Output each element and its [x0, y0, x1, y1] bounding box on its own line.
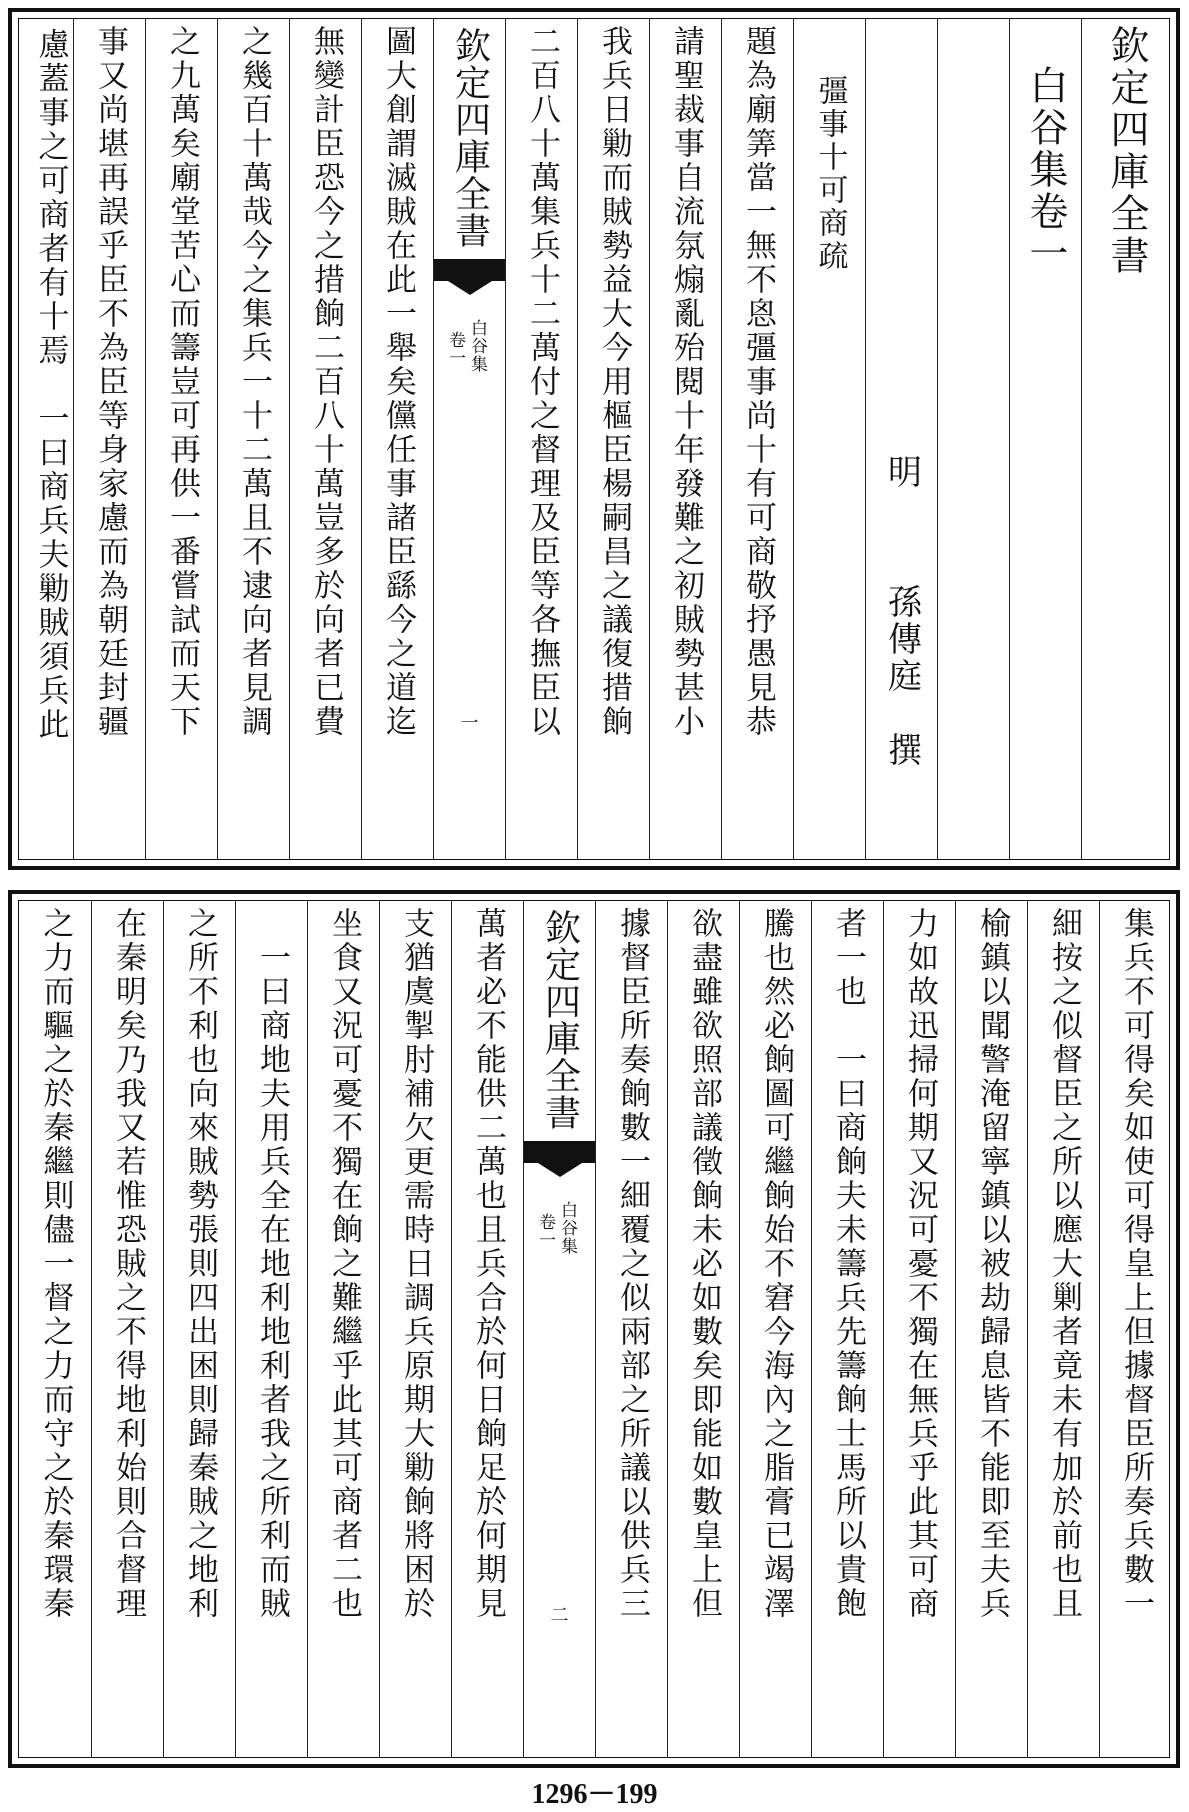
text-column — [145, 19, 217, 859]
text-line: 之力而驅之於秦繼則儘一督之力而守之於秦環秦 — [37, 907, 74, 1621]
text-column — [595, 901, 667, 1757]
text-column — [649, 19, 721, 859]
fishtail-mark — [524, 1141, 595, 1163]
text-column — [883, 901, 955, 1757]
text-column — [235, 901, 307, 1757]
text-column — [451, 901, 523, 1757]
page-footer-number: 1296－199 — [531, 1779, 658, 1810]
text-column — [577, 19, 649, 859]
text-line: 欲盡雖欲照部議徵餉未必如數矣即能如數皇上但 — [686, 907, 722, 1621]
fold-library-title: 欽定四庫全書 — [449, 27, 491, 249]
text-column — [217, 19, 289, 859]
text-line: 坐食又況可憂不獨在餉之難繼乎此其可商者二也 — [326, 907, 362, 1621]
text-line: 之所不利也向來賊勢張則四出困則歸秦賊之地利 — [182, 907, 218, 1621]
text-line: 力如故迅掃何期又況可憂不獨在無兵乎此其可商 — [902, 907, 938, 1621]
text-column — [307, 901, 379, 1757]
text-line: 榆鎮以聞警淹留寧鎮以被劫歸息皆不能即至夫兵 — [974, 907, 1010, 1621]
text-column — [19, 901, 91, 1757]
book-title-column — [1009, 19, 1081, 859]
library-title-column — [1081, 19, 1171, 859]
text-line: 圖大創謂滅賊在此一舉矣儻任事諸臣繇今之道迄 — [380, 25, 416, 739]
text-column — [73, 19, 145, 859]
text-column — [811, 901, 883, 1757]
text-column — [1099, 901, 1171, 1757]
fold-library-title: 欽定四庫全書 — [539, 909, 581, 1131]
center-fold — [433, 19, 505, 859]
fold-volume: 卷一 — [445, 331, 465, 367]
text-line: 二百八十萬集兵十二萬付之督理及臣等各撫臣以 — [524, 25, 560, 739]
text-column — [361, 19, 433, 859]
book-title: 白谷集卷一 — [1023, 65, 1068, 275]
text-line: 據督臣所奏餉數一細覆之似兩部之所議以供兵三 — [614, 907, 650, 1621]
text-line: 支猶虞掣肘補欠更需時日調兵原期大勦餉將困於 — [398, 907, 434, 1621]
text-line: 慮蓋事之可商者有十焉 一曰商兵夫勦賊須兵此 — [32, 28, 69, 742]
text-line: 細按之似督臣之所以應大剿者竟未有加於前也且 — [1046, 907, 1082, 1621]
text-line: 集兵不可得矣如使可得皇上但據督臣所奏兵數一 — [1118, 907, 1154, 1621]
text-column — [667, 901, 739, 1757]
text-line: 之九萬矣廟堂苦心而籌豈可再供一番嘗試而天下 — [164, 25, 200, 739]
text-line: 無變計臣恐今之措餉二百八十萬豈多於向者已費 — [308, 25, 344, 739]
fishtail-mark — [434, 259, 505, 281]
text-line: 萬者必不能供二萬也且兵合於何日餉足於何期見 — [470, 907, 506, 1621]
fold-leaf-number: 二 — [550, 1605, 569, 1626]
text-line: 請聖裁事自流氛煽亂殆閱十年發難之初賊勢甚小 — [668, 25, 704, 739]
text-line: 事又尚堪再誤乎臣不為臣等身家慮而為朝廷封疆 — [92, 25, 128, 739]
text-column — [739, 901, 811, 1757]
empty-column — [937, 19, 1009, 859]
text-column — [721, 19, 793, 859]
dynasty-label: 明 — [881, 454, 922, 491]
text-column — [289, 19, 361, 859]
text-column — [1027, 901, 1099, 1757]
text-column — [955, 901, 1027, 1757]
library-title: 欽定四庫全書 — [1104, 25, 1149, 277]
text-line: 在秦明矣乃我又若惟恐賊之不得地利始則合督理 — [110, 907, 146, 1621]
center-fold — [523, 901, 595, 1757]
text-line: 我兵日勦而賊勢益大今用樞臣楊嗣昌之議復措餉 — [596, 25, 632, 739]
text-line: 題為廟筭當一無不恖彊事尚十有可商敬抒愚見恭 — [740, 25, 776, 739]
fold-volume: 卷一 — [535, 1213, 555, 1249]
top-page-inner-border — [18, 18, 1170, 860]
fold-book-name: 白谷集 — [467, 319, 487, 373]
author-name: 孫傳庭 撰 — [881, 584, 922, 769]
memorial-title-column — [793, 19, 865, 859]
top-page-left-columns — [22, 22, 78, 856]
fold-leaf-number: 一 — [460, 713, 479, 734]
author-column — [865, 19, 937, 859]
text-column — [163, 901, 235, 1757]
text-column — [505, 19, 577, 859]
text-column — [379, 901, 451, 1757]
memorial-title: 彊事十可商疏 — [812, 75, 848, 273]
top-page — [8, 8, 1180, 870]
text-line: 騰也然必餉圖可繼餉始不窘今海內之脂膏已竭澤 — [758, 907, 794, 1621]
text-line: 者一也 一曰商餉夫未籌兵先籌餉士馬所以貴飽 — [830, 907, 866, 1621]
text-line: 之幾百十萬哉今之集兵一十二萬且不逮向者見調 — [236, 25, 272, 739]
text-column — [91, 901, 163, 1757]
bottom-page-inner-border — [18, 900, 1170, 1758]
bottom-page — [8, 890, 1180, 1768]
text-line: 一曰商地夫用兵全在地利地利者我之所利而賊 — [254, 907, 290, 1621]
fold-book-name: 白谷集 — [557, 1201, 577, 1255]
